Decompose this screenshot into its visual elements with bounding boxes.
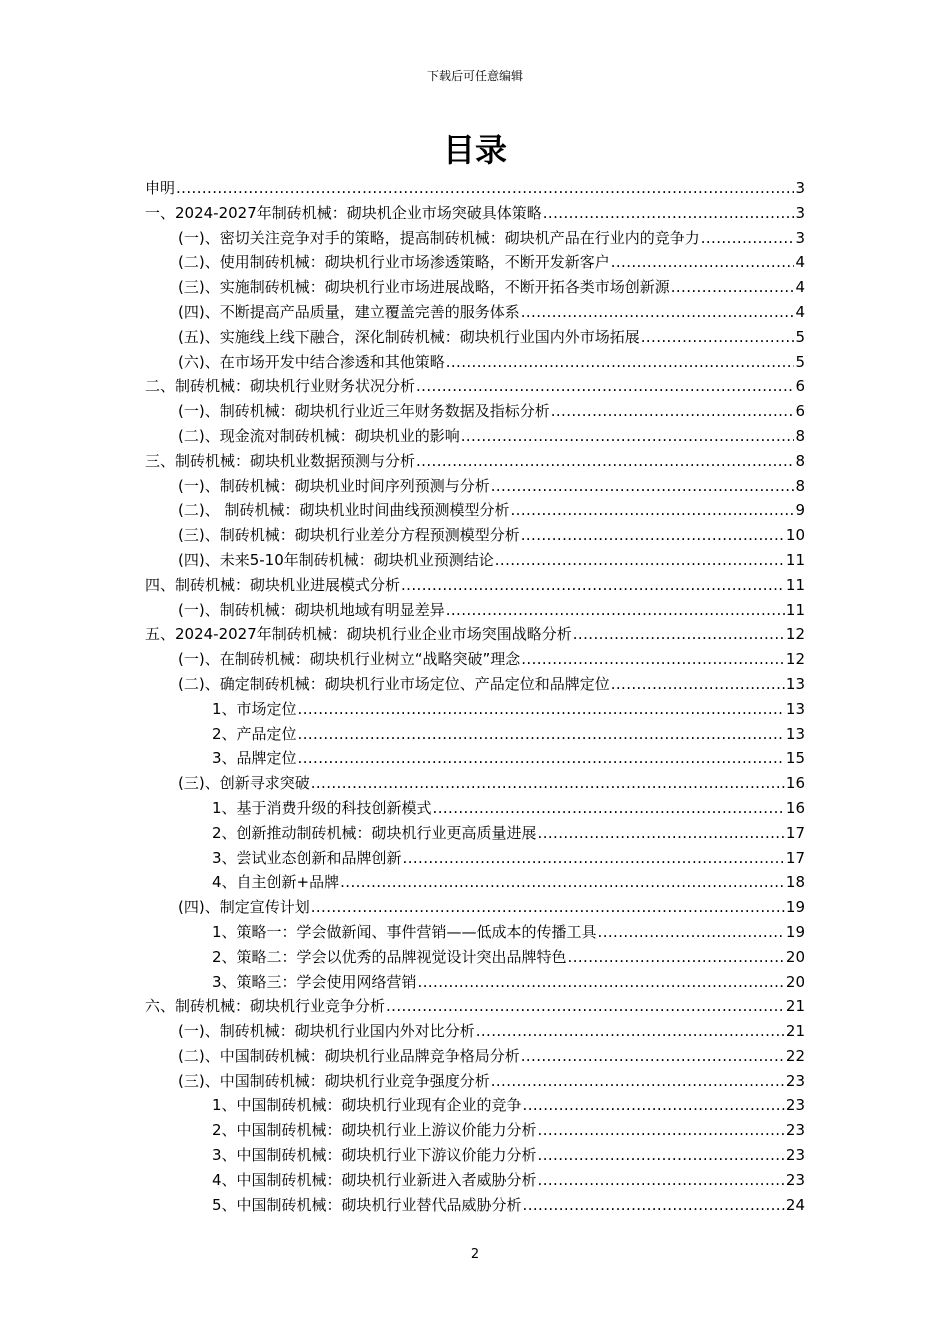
- toc-dot-leader: [538, 1118, 785, 1143]
- toc-entry[interactable]: [145, 226, 805, 251]
- toc-entry-page: 6: [795, 377, 805, 396]
- table-of-contents: [145, 176, 805, 1217]
- toc-entry-page: 3: [795, 179, 805, 197]
- toc-entry-page: 19: [785, 898, 805, 917]
- toc-dot-leader: [538, 1143, 785, 1168]
- toc-entry[interactable]: [145, 1044, 805, 1069]
- toc-dot-leader: [568, 945, 785, 970]
- toc-entry-text: 一、2024-2027年制砖机械：砌块机企业市场突破具体策略: [145, 203, 542, 222]
- toc-dot-leader: [521, 647, 785, 672]
- toc-dot-leader: [551, 399, 795, 424]
- toc-entry-page: 13: [785, 724, 805, 743]
- toc-entry[interactable]: [145, 1193, 805, 1218]
- toc-entry[interactable]: [145, 1093, 805, 1118]
- toc-entry[interactable]: [145, 647, 805, 672]
- toc-entry-text: 六、制砖机械：砌块机行业竞争分析: [145, 997, 386, 1016]
- toc-entry[interactable]: [145, 1019, 805, 1044]
- toc-entry-page: 23: [785, 1096, 805, 1115]
- toc-dot-leader: [416, 449, 794, 474]
- toc-entry-page: 5: [795, 352, 805, 371]
- toc-entry[interactable]: [145, 300, 805, 325]
- toc-dot-leader: [461, 424, 795, 449]
- toc-dot-leader: [311, 895, 785, 920]
- toc-entry-text: (二)、中国制砖机械：砌块机行业品牌竞争格局分析: [178, 1046, 520, 1065]
- toc-dot-leader: [418, 970, 785, 995]
- toc-entry-text: 5、中国制砖机械：砌块机行业替代品威胁分析: [212, 1195, 522, 1214]
- toc-entry-text: 1、中国制砖机械：砌块机行业现有企业的竞争: [212, 1096, 522, 1115]
- toc-dot-leader: [403, 846, 785, 871]
- toc-entry[interactable]: [145, 1118, 805, 1143]
- toc-entry-text: (三)、实施制砖机械：砌块机行业市场进展战略，不断开拓各类市场创新源: [178, 278, 670, 297]
- toc-entry-page: 21: [785, 997, 805, 1016]
- toc-entry-text: 五、2024-2027年制砖机械：砌块机行业企业市场突围战略分析: [145, 625, 572, 644]
- toc-entry-page: 12: [785, 625, 805, 644]
- toc-dot-leader: [543, 201, 795, 226]
- toc-entry-page: 4: [795, 302, 805, 321]
- toc-entry-page: 22: [785, 1046, 805, 1065]
- toc-entry-text: (四)、制定宣传计划: [178, 898, 310, 917]
- toc-dot-leader: [611, 250, 795, 275]
- toc-entry-text: (五)、实施线上线下融合，深化制砖机械：砌块机行业国内外市场拓展: [178, 327, 640, 346]
- toc-entry[interactable]: [145, 250, 805, 275]
- toc-entry-text: (一)、制砖机械：砌块机行业近三年财务数据及指标分析: [178, 402, 550, 421]
- toc-dot-leader: [510, 498, 794, 523]
- toc-entry-text: (一)、制砖机械：砌块机行业国内外对比分析: [178, 1022, 475, 1041]
- toc-entry-text: (三)、创新寻求突破: [178, 774, 310, 793]
- toc-entry-text: (二)、 制砖机械：砌块机业时间曲线预测模型分析: [178, 501, 510, 520]
- toc-entry[interactable]: [145, 895, 805, 920]
- header-note: 下载后可任意编辑: [426, 69, 523, 83]
- toc-dot-leader: [641, 325, 795, 350]
- toc-entry[interactable]: [145, 796, 805, 821]
- toc-entry-text: 四、制砖机械：砌块机业进展模式分析: [145, 575, 401, 594]
- toc-entry-page: 17: [785, 823, 805, 842]
- toc-entry-text: 3、策略三：学会使用网络营销: [212, 972, 417, 991]
- toc-dot-leader: [416, 374, 794, 399]
- toc-entry[interactable]: [145, 672, 805, 697]
- toc-dot-leader: [298, 746, 785, 771]
- toc-dot-leader: [521, 300, 795, 325]
- toc-entry-page: 23: [785, 1146, 805, 1165]
- toc-dot-leader: [523, 1193, 785, 1218]
- toc-entry-page: 20: [785, 947, 805, 966]
- toc-entry-page: 8: [795, 426, 805, 445]
- toc-dot-leader: [491, 1069, 785, 1094]
- toc-entry-page: 23: [785, 1121, 805, 1140]
- toc-entry-text: 二、制砖机械：砌块机行业财务状况分析: [145, 377, 416, 396]
- toc-entry-page: 3: [795, 203, 805, 222]
- toc-entry[interactable]: [145, 374, 805, 399]
- toc-dot-leader: [386, 994, 785, 1019]
- toc-entry-text: (一)、在制砖机械：砌块机行业树立“战略突破”理念: [178, 650, 521, 669]
- toc-entry-text: 3、品牌定位: [212, 749, 297, 768]
- toc-entry-text: 1、策略一：学会做新闻、事件营销——低成本的传播工具: [212, 922, 597, 941]
- toc-entry-text: 1、基于消费升级的科技创新模式: [212, 798, 432, 817]
- toc-entry[interactable]: [145, 970, 805, 995]
- toc-entry-page: 18: [785, 873, 805, 892]
- toc-entry[interactable]: [145, 424, 805, 449]
- toc-entry-page: 23: [785, 1071, 805, 1090]
- toc-title: 目录: [442, 131, 507, 169]
- toc-dot-leader: [538, 821, 785, 846]
- toc-entry-page: 13: [785, 699, 805, 718]
- page-number: 2: [470, 1247, 480, 1262]
- toc-dot-leader: [311, 771, 785, 796]
- toc-entry-page: 11: [785, 575, 805, 594]
- toc-entry[interactable]: [145, 994, 805, 1019]
- toc-entry-text: 2、中国制砖机械：砌块机行业上游议价能力分析: [212, 1121, 537, 1140]
- toc-dot-leader: [671, 275, 795, 300]
- toc-dot-leader: [433, 796, 785, 821]
- toc-entry[interactable]: [145, 325, 805, 350]
- toc-entry-text: 3、尝试业态创新和品牌创新: [212, 848, 402, 867]
- toc-entry[interactable]: [145, 821, 805, 846]
- toc-entry-page: 20: [785, 972, 805, 991]
- toc-entry-page: 16: [785, 774, 805, 793]
- toc-entry-text: (一)、制砖机械：砌块机地域有明显差异: [178, 600, 445, 619]
- toc-dot-leader: [340, 870, 785, 895]
- toc-entry[interactable]: [145, 399, 805, 424]
- toc-entry-page: 11: [785, 600, 805, 619]
- toc-entry-text: (二)、使用制砖机械：砌块机行业市场渗透策略，不断开发新客户: [178, 253, 610, 272]
- toc-dot-leader: [701, 226, 795, 251]
- toc-entry[interactable]: [145, 945, 805, 970]
- toc-entry-text: (四)、未来5-10年制砖机械：砌块机业预测结论: [178, 550, 494, 569]
- toc-entry[interactable]: [145, 275, 805, 300]
- toc-dot-leader: [176, 176, 794, 201]
- toc-entry[interactable]: [145, 771, 805, 796]
- toc-dot-leader: [491, 474, 795, 499]
- toc-dot-leader: [573, 622, 785, 647]
- toc-entry-page: 8: [795, 451, 805, 470]
- toc-entry-page: 11: [785, 550, 805, 569]
- toc-dot-leader: [538, 1168, 785, 1193]
- toc-entry[interactable]: [145, 622, 805, 647]
- toc-entry-page: 4: [795, 278, 805, 297]
- toc-entry-text: (二)、确定制砖机械：砌块机行业市场定位、产品定位和品牌定位: [178, 674, 610, 693]
- toc-dot-leader: [476, 1019, 785, 1044]
- toc-entry-page: 13: [785, 674, 805, 693]
- toc-entry-page: 3: [795, 228, 805, 247]
- toc-entry-text: 2、创新推动制砖机械：砌块机行业更高质量进展: [212, 823, 537, 842]
- toc-entry-text: 2、策略二：学会以优秀的品牌视觉设计突出品牌特色: [212, 947, 567, 966]
- toc-entry-page: 12: [785, 650, 805, 669]
- toc-entry-page: 24: [785, 1195, 805, 1214]
- toc-entry[interactable]: [145, 1143, 805, 1168]
- toc-entry-text: (一)、制砖机械：砌块机业时间序列预测与分析: [178, 476, 490, 495]
- toc-dot-leader: [521, 1044, 785, 1069]
- toc-entry-page: 9: [795, 501, 805, 520]
- toc-entry[interactable]: [145, 722, 805, 747]
- toc-entry[interactable]: [145, 697, 805, 722]
- toc-entry[interactable]: [145, 350, 805, 375]
- toc-entry[interactable]: [145, 449, 805, 474]
- toc-entry[interactable]: [145, 474, 805, 499]
- toc-dot-leader: [298, 697, 785, 722]
- toc-dot-leader: [611, 672, 785, 697]
- toc-entry-page: 6: [795, 402, 805, 421]
- toc-entry-text: (三)、制砖机械：砌块机行业差分方程预测模型分析: [178, 526, 520, 545]
- toc-entry-text: (六)、在市场开发中结合渗透和其他策略: [178, 352, 445, 371]
- toc-entry-text: (一)、密切关注竞争对手的策略，提高制砖机械：砌块机产品在行业内的竞争力: [178, 228, 700, 247]
- toc-entry[interactable]: [145, 1168, 805, 1193]
- toc-entry[interactable]: [145, 176, 805, 201]
- toc-entry-text: (三)、中国制砖机械：砌块机行业竞争强度分析: [178, 1071, 490, 1090]
- toc-entry-text: (四)、不断提高产品质量，建立覆盖完善的服务体系: [178, 302, 520, 321]
- toc-entry[interactable]: [145, 523, 805, 548]
- toc-dot-leader: [521, 523, 785, 548]
- toc-entry-text: 4、中国制砖机械：砌块机行业新进入者威胁分析: [212, 1170, 537, 1189]
- toc-dot-leader: [298, 722, 785, 747]
- toc-entry[interactable]: [145, 746, 805, 771]
- toc-entry[interactable]: [145, 573, 805, 598]
- toc-entry-text: 2、产品定位: [212, 724, 297, 743]
- toc-entry-text: 3、中国制砖机械：砌块机行业下游议价能力分析: [212, 1146, 537, 1165]
- toc-dot-leader: [598, 920, 785, 945]
- toc-entry-page: 17: [785, 848, 805, 867]
- toc-entry-text: 申明: [145, 179, 176, 197]
- toc-entry[interactable]: [145, 548, 805, 573]
- toc-dot-leader: [446, 598, 785, 623]
- toc-entry-page: 4: [795, 253, 805, 272]
- toc-entry[interactable]: [145, 1069, 805, 1094]
- toc-entry[interactable]: [145, 870, 805, 895]
- toc-entry-page: 10: [785, 526, 805, 545]
- toc-entry-page: 15: [785, 749, 805, 768]
- toc-entry-page: 21: [785, 1022, 805, 1041]
- toc-entry-text: 三、制砖机械：砌块机业数据预测与分析: [145, 451, 416, 470]
- toc-entry-text: 4、自主创新+品牌: [212, 873, 340, 892]
- toc-entry[interactable]: [145, 920, 805, 945]
- toc-dot-leader: [401, 573, 785, 598]
- toc-dot-leader: [523, 1093, 785, 1118]
- toc-entry-page: 5: [795, 327, 805, 346]
- toc-entry-page: 16: [785, 798, 805, 817]
- toc-entry[interactable]: [145, 598, 805, 623]
- toc-entry-page: 8: [795, 476, 805, 495]
- toc-entry-text: 1、市场定位: [212, 699, 297, 718]
- toc-entry[interactable]: [145, 846, 805, 871]
- toc-entry-page: 19: [785, 922, 805, 941]
- toc-entry-page: 23: [785, 1170, 805, 1189]
- toc-entry-text: (二)、现金流对制砖机械：砌块机业的影响: [178, 426, 460, 445]
- toc-entry[interactable]: [145, 498, 805, 523]
- toc-dot-leader: [495, 548, 785, 573]
- toc-dot-leader: [446, 350, 795, 375]
- toc-entry[interactable]: [145, 201, 805, 226]
